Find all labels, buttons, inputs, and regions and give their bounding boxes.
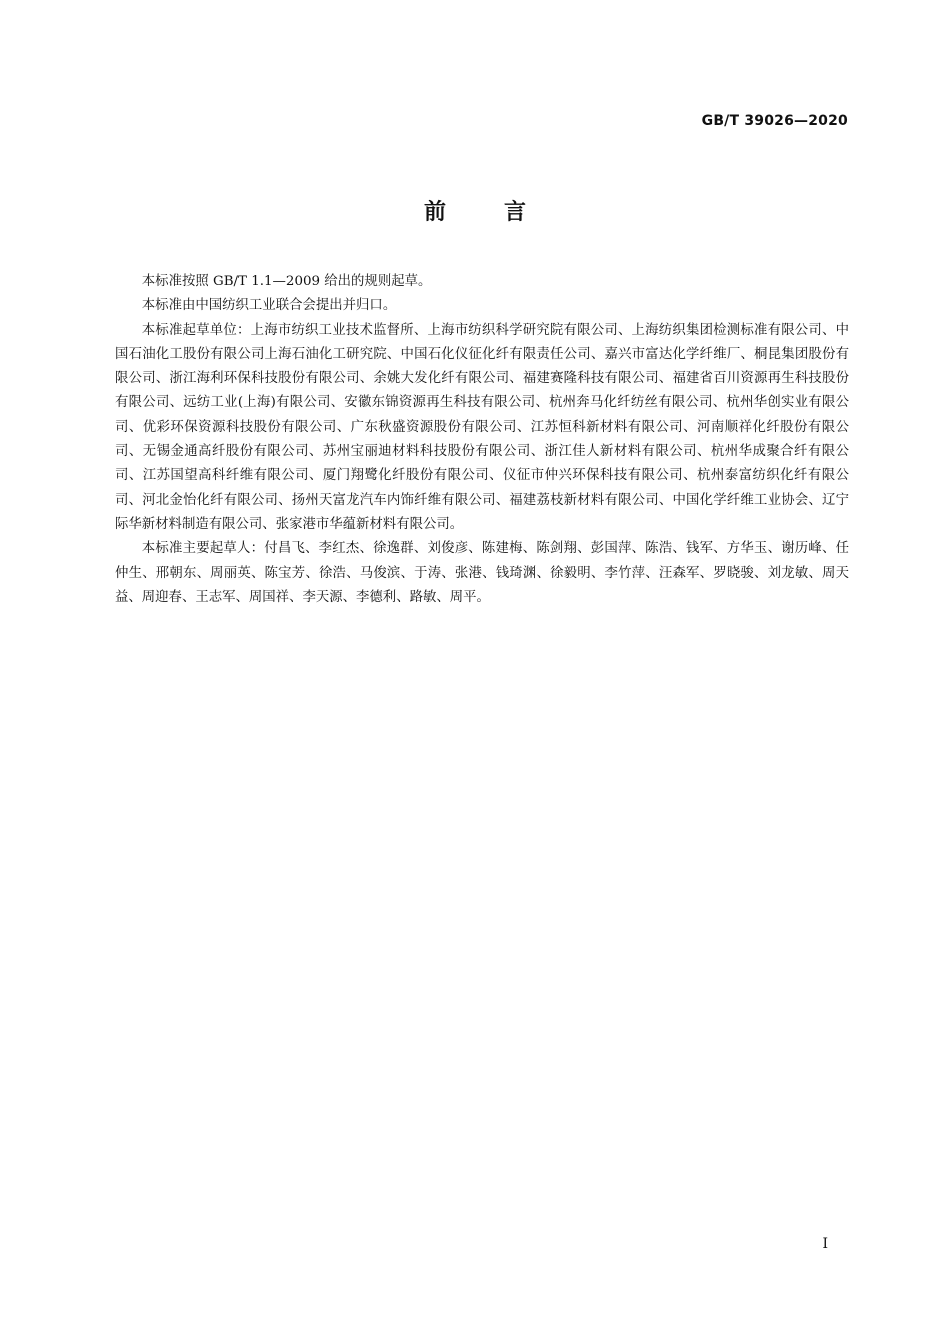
document-body [115,270,849,610]
paragraph-proposer: 本标准由中国纺织工业联合会提出并归口。 [141,298,397,314]
standard-number: GB/T 39026—2020 [701,113,848,129]
paragraph-drafting-units: 本标准起草单位：上海市纺织工业技术监督所、上海市纺织科学研究院有限公司、上海纺织集团检测标准有限公司、中国石油化工股份有限公司上海石油化工研究院、中国石化仪征化纤有限责任公司、嘉兴市富达化学纤维厂、桐昆集团股份有限公司、浙江海利环保科技股份有限公司、余姚大发化纤有限公司、福建赛隆科技有限公司、福建省百川资源再生科技股份有限公司、远纺工业(上海)有限公司、安徽东锦资源再生科技有限公司、杭州奔马化纤纺丝有限公司、杭州华创实业有限公司、优彩环保资源科技股份有限公司、广东秋盛资源股份有限公司、江苏恒科新材料有限公司、河南顺祥化纤股份有限公司、无锡金通高纤股份有限公司、苏州宝丽迪材料科技股份有限公司、浙江佳人新材料有限公司、杭州华成聚合纤有限公司、江苏国望高科纤维有限公司、厦门翔鹭化纤股份有限公司、仪征市仲兴环保科技有限公司、杭州泰富纺织化纤有限公司、河北金怡化纤有限公司、扬州天富龙汽车内饰纤维有限公司、福建荔枝新材料有限公司、中国化学纤维工业协会、辽宁际华新材料制造有限公司、张家港市华蕴新材料有限公司。 [115,322,849,532]
page-title: 前言 [423,200,584,225]
paragraph-drafting-rules: 本标准按照 GB/T 1.1—2009 给出的规则起草。 [141,274,432,289]
page-number: I [822,1236,828,1252]
paragraph-drafters: 本标准主要起草人：付昌飞、李红杰、徐逸群、刘俊彦、陈建梅、陈剑翔、彭国萍、陈浩、钱军、方华玉、谢历峰、任仲生、邢朝东、周丽英、陈宝芳、徐浩、马俊滨、于涛、张港、钱琦渊、徐毅明、李竹萍、汪森军、罗晓骏、刘龙敏、周天益、周迎春、王志军、周国祥、李天源、李德利、路敏、周平。 [115,541,849,605]
